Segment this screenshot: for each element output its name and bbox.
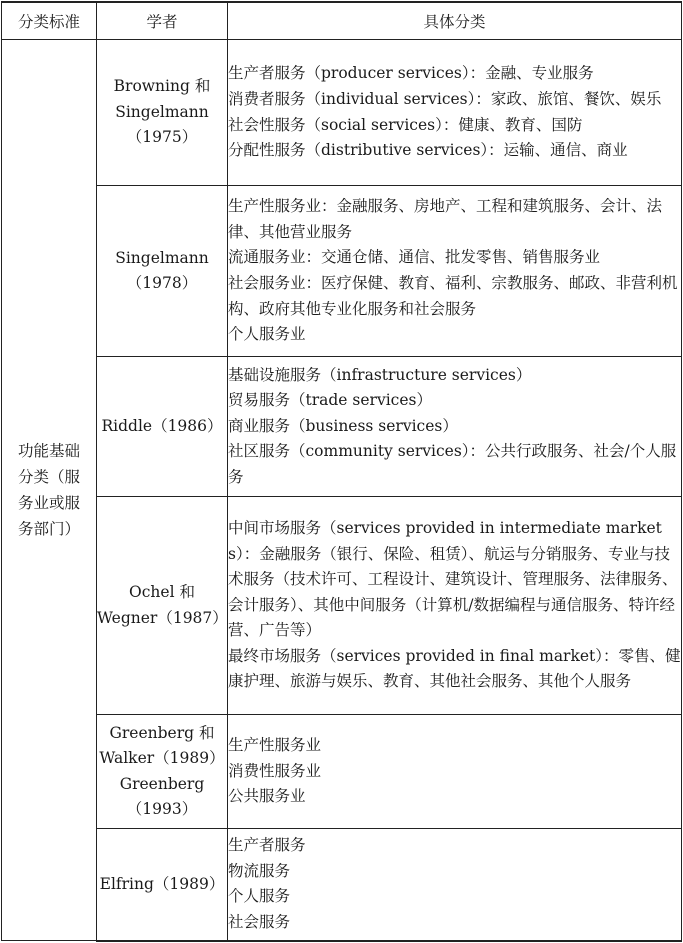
table-row: [2, 357, 682, 497]
category-item: 社会服务业：医疗保健、教育、福利、宗教服务、邮政、非营利机构、政府其他专业化服务和社会服务: [228, 274, 678, 318]
category-item: 分配性服务（distributive services）：运输、通信、商业: [228, 141, 628, 160]
scholar-line: Singelmann: [115, 102, 209, 121]
category-item: 个人服务业: [228, 325, 306, 344]
classification-table: [1, 1, 682, 942]
basis-line: 功能基础: [17, 442, 80, 460]
scholar-line: Wegner（1987）: [97, 608, 228, 627]
scholar-line: Greenberg: [119, 774, 205, 793]
table-row: [2, 497, 682, 715]
categories-cell: [228, 497, 682, 715]
categories-cell: [228, 40, 682, 186]
categories-cell: [228, 715, 682, 829]
basis-line: 务业或服: [17, 494, 80, 512]
category-item: 生产性服务业: [228, 736, 322, 755]
category-item: 中间市场服务（services provided in intermediate markets）：金融服务（银行、保险、租赁）、航运与分销服务、专业与技术服务（技术许可、工程设计、建筑设计、管理服务、法律服务、会计服务）、其他中间服务（计算机/数据编程与通信服务、特许经营、广告等）: [228, 518, 678, 640]
scholar-line: Elfring（1989）: [99, 874, 225, 893]
scholar-line: （1993）: [126, 800, 198, 818]
scholar-cell: [97, 357, 228, 497]
category-item: 物流服务: [228, 861, 291, 880]
scholar-cell: [97, 715, 228, 829]
categories-cell: [228, 829, 682, 941]
scholar-line: （1978）: [126, 274, 198, 292]
category-item: 社区服务（community services）：公共行政服务、社会/个人服务: [228, 442, 677, 486]
table-row: [2, 715, 682, 829]
scholar-cell: [97, 40, 228, 186]
scholar-line: Riddle（1986）: [101, 416, 223, 435]
header-scholar: 学者: [97, 2, 228, 40]
category-item: 社会性服务（social services）：健康、教育、国防: [228, 115, 583, 134]
table-row: [2, 186, 682, 357]
table-row: [2, 40, 682, 186]
category-item: 商业服务（business services）: [228, 416, 458, 435]
categories-cell: [228, 357, 682, 497]
categories-cell: [228, 186, 682, 357]
category-item: 最终市场服务（services provided in final market）：零售、健康护理、旅游与娱乐、教育、其他社会服务、其他个人服务: [228, 646, 681, 691]
table-row: [2, 829, 682, 941]
category-item: 生产性服务业：金融服务、房地产、工程和建筑服务、会计、法律、其他营业服务: [228, 197, 663, 241]
category-item: 贸易服务（trade services）: [228, 391, 432, 410]
scholar-line: （1975）: [126, 128, 198, 147]
category-item: 基础设施服务（infrastructure services）: [228, 365, 532, 384]
category-item: 消费性服务业: [228, 761, 322, 780]
scholar-cell: [97, 186, 228, 357]
scholar-line: Ochel 和: [129, 583, 195, 601]
header-basis: 分类标准: [2, 2, 97, 40]
category-item: 公共服务业: [228, 787, 306, 806]
category-item: 生产者服务: [228, 836, 306, 855]
scholar-line: Browning 和: [113, 77, 211, 96]
category-item: 社会服务: [228, 912, 291, 931]
header-categories: 具体分类: [228, 2, 682, 40]
scholar-cell: [97, 829, 228, 941]
header-row: [2, 2, 682, 40]
scholar-line: Greenberg 和: [109, 723, 215, 742]
category-item: 生产者服务（producer services）：金融、专业服务: [228, 64, 594, 83]
basis-line: 分类（服: [17, 468, 80, 486]
basis-line: 务部门）: [17, 520, 80, 538]
category-item: 流通服务业：交通仓储、通信、批发零售、销售服务业: [228, 248, 601, 267]
scholar-cell: [97, 497, 228, 715]
scholar-line: Singelmann: [115, 248, 209, 267]
scholar-line: Walker（1989）: [99, 749, 225, 767]
basis-cell: [2, 40, 97, 941]
category-item: 消费者服务（individual services）：家政、旅馆、餐饮、娱乐: [228, 89, 662, 108]
category-item: 个人服务: [228, 887, 291, 906]
